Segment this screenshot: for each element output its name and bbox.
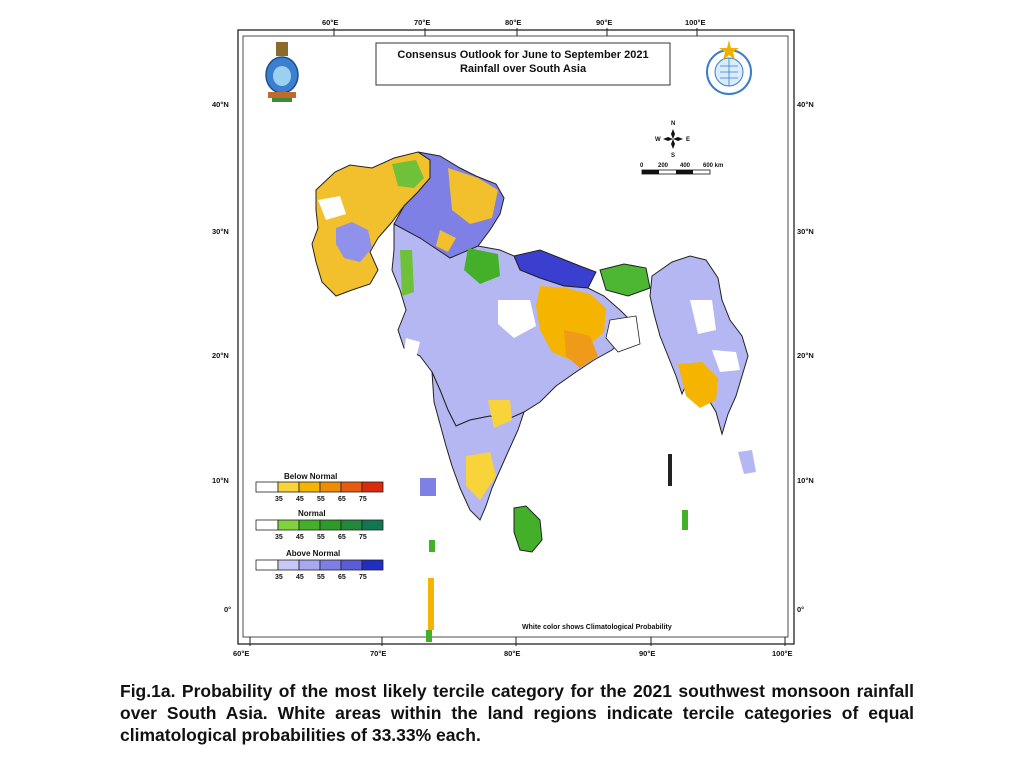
- lat-tick-label: 10°N: [797, 476, 814, 485]
- lat-tick-label: 40°N: [212, 100, 229, 109]
- lon-ticks-bottom: [233, 649, 793, 658]
- compass-w-label: W: [655, 137, 661, 143]
- lat-ticks-right: [797, 100, 814, 614]
- lon-tick-label: 90°E: [639, 649, 656, 658]
- lon-tick-label: 80°E: [505, 18, 522, 27]
- lat-tick-label: 30°N: [212, 227, 229, 236]
- lat-ticks-left: [212, 100, 231, 614]
- lon-tick-label: 70°E: [370, 649, 387, 658]
- legend-tick: 75: [359, 574, 367, 581]
- legend-above-normal: [256, 549, 383, 581]
- scale-label: 0: [640, 163, 644, 169]
- legend-title: Normal: [298, 509, 326, 518]
- region-andaman: [682, 510, 688, 530]
- legend-tick: 45: [296, 496, 304, 503]
- lon-tick-label: 60°E: [322, 18, 339, 27]
- imd-emblem-logo: [266, 42, 298, 102]
- region-sri-lanka: [514, 506, 542, 552]
- lon-tick-label: 90°E: [596, 18, 613, 27]
- legend-tick: 55: [317, 496, 325, 503]
- scale-label: 200: [658, 163, 669, 169]
- region-maldives: [428, 578, 434, 630]
- legend-tick: 65: [338, 534, 346, 541]
- compass-n-label: N: [671, 121, 676, 127]
- legend-tick: 55: [317, 534, 325, 541]
- lon-tick-label: 100°E: [685, 18, 706, 27]
- legend-below-normal: [256, 472, 383, 503]
- legend-tick: 45: [296, 534, 304, 541]
- legend-tick: 35: [275, 574, 283, 581]
- climatology-note: White color shows Climatological Probability: [522, 624, 672, 631]
- legend-tick: 35: [275, 496, 283, 503]
- lat-tick-label: 30°N: [797, 227, 814, 236]
- legend-tick: 75: [359, 496, 367, 503]
- lat-tick-label: 0°: [224, 605, 232, 614]
- legend-tick: 65: [338, 496, 346, 503]
- lat-tick-label: 20°N: [797, 351, 814, 360]
- lon-tick-label: 70°E: [414, 18, 431, 27]
- legend-tick: 35: [275, 534, 283, 541]
- legend-normal: [256, 509, 383, 541]
- map-title-line2: Rainfall over South Asia: [459, 63, 587, 75]
- lat-tick-label: 40°N: [797, 100, 814, 109]
- wmo-emblem-logo: [707, 40, 751, 94]
- region-myanmar: [650, 256, 748, 434]
- map-title-box: [376, 43, 670, 85]
- lat-tick-label: 20°N: [212, 351, 229, 360]
- lat-tick-label: 10°N: [212, 476, 229, 485]
- lon-tick-label: 60°E: [233, 649, 250, 658]
- scale-bar: [640, 163, 723, 174]
- lat-tick-label: 0°: [797, 605, 805, 614]
- legend-title: Above Normal: [286, 549, 341, 558]
- scale-label: 600 km: [703, 163, 724, 169]
- legend-tick: 45: [296, 574, 304, 581]
- legend-title: Below Normal: [284, 472, 338, 481]
- legend-tick: 65: [338, 574, 346, 581]
- compass-icon: [655, 121, 690, 159]
- legend-tick: 75: [359, 534, 367, 541]
- map-title-line1: Consensus Outlook for June to September 2021: [397, 49, 649, 61]
- lon-tick-label: 80°E: [504, 649, 521, 658]
- compass-e-label: E: [686, 137, 691, 143]
- figure-caption: Fig.1a. Probability of the most likely tercile category for the 2021 southwest monsoon rainfall over South Asia. White areas within the land regions indicate tercile categories of equal climatological probabilities of 33.33% each.: [120, 681, 914, 745]
- lon-tick-label: 100°E: [772, 649, 793, 658]
- lon-ticks-top: [322, 18, 706, 27]
- scale-label: 400: [680, 163, 691, 169]
- legend-tick: 55: [317, 574, 325, 581]
- compass-s-label: S: [671, 153, 676, 159]
